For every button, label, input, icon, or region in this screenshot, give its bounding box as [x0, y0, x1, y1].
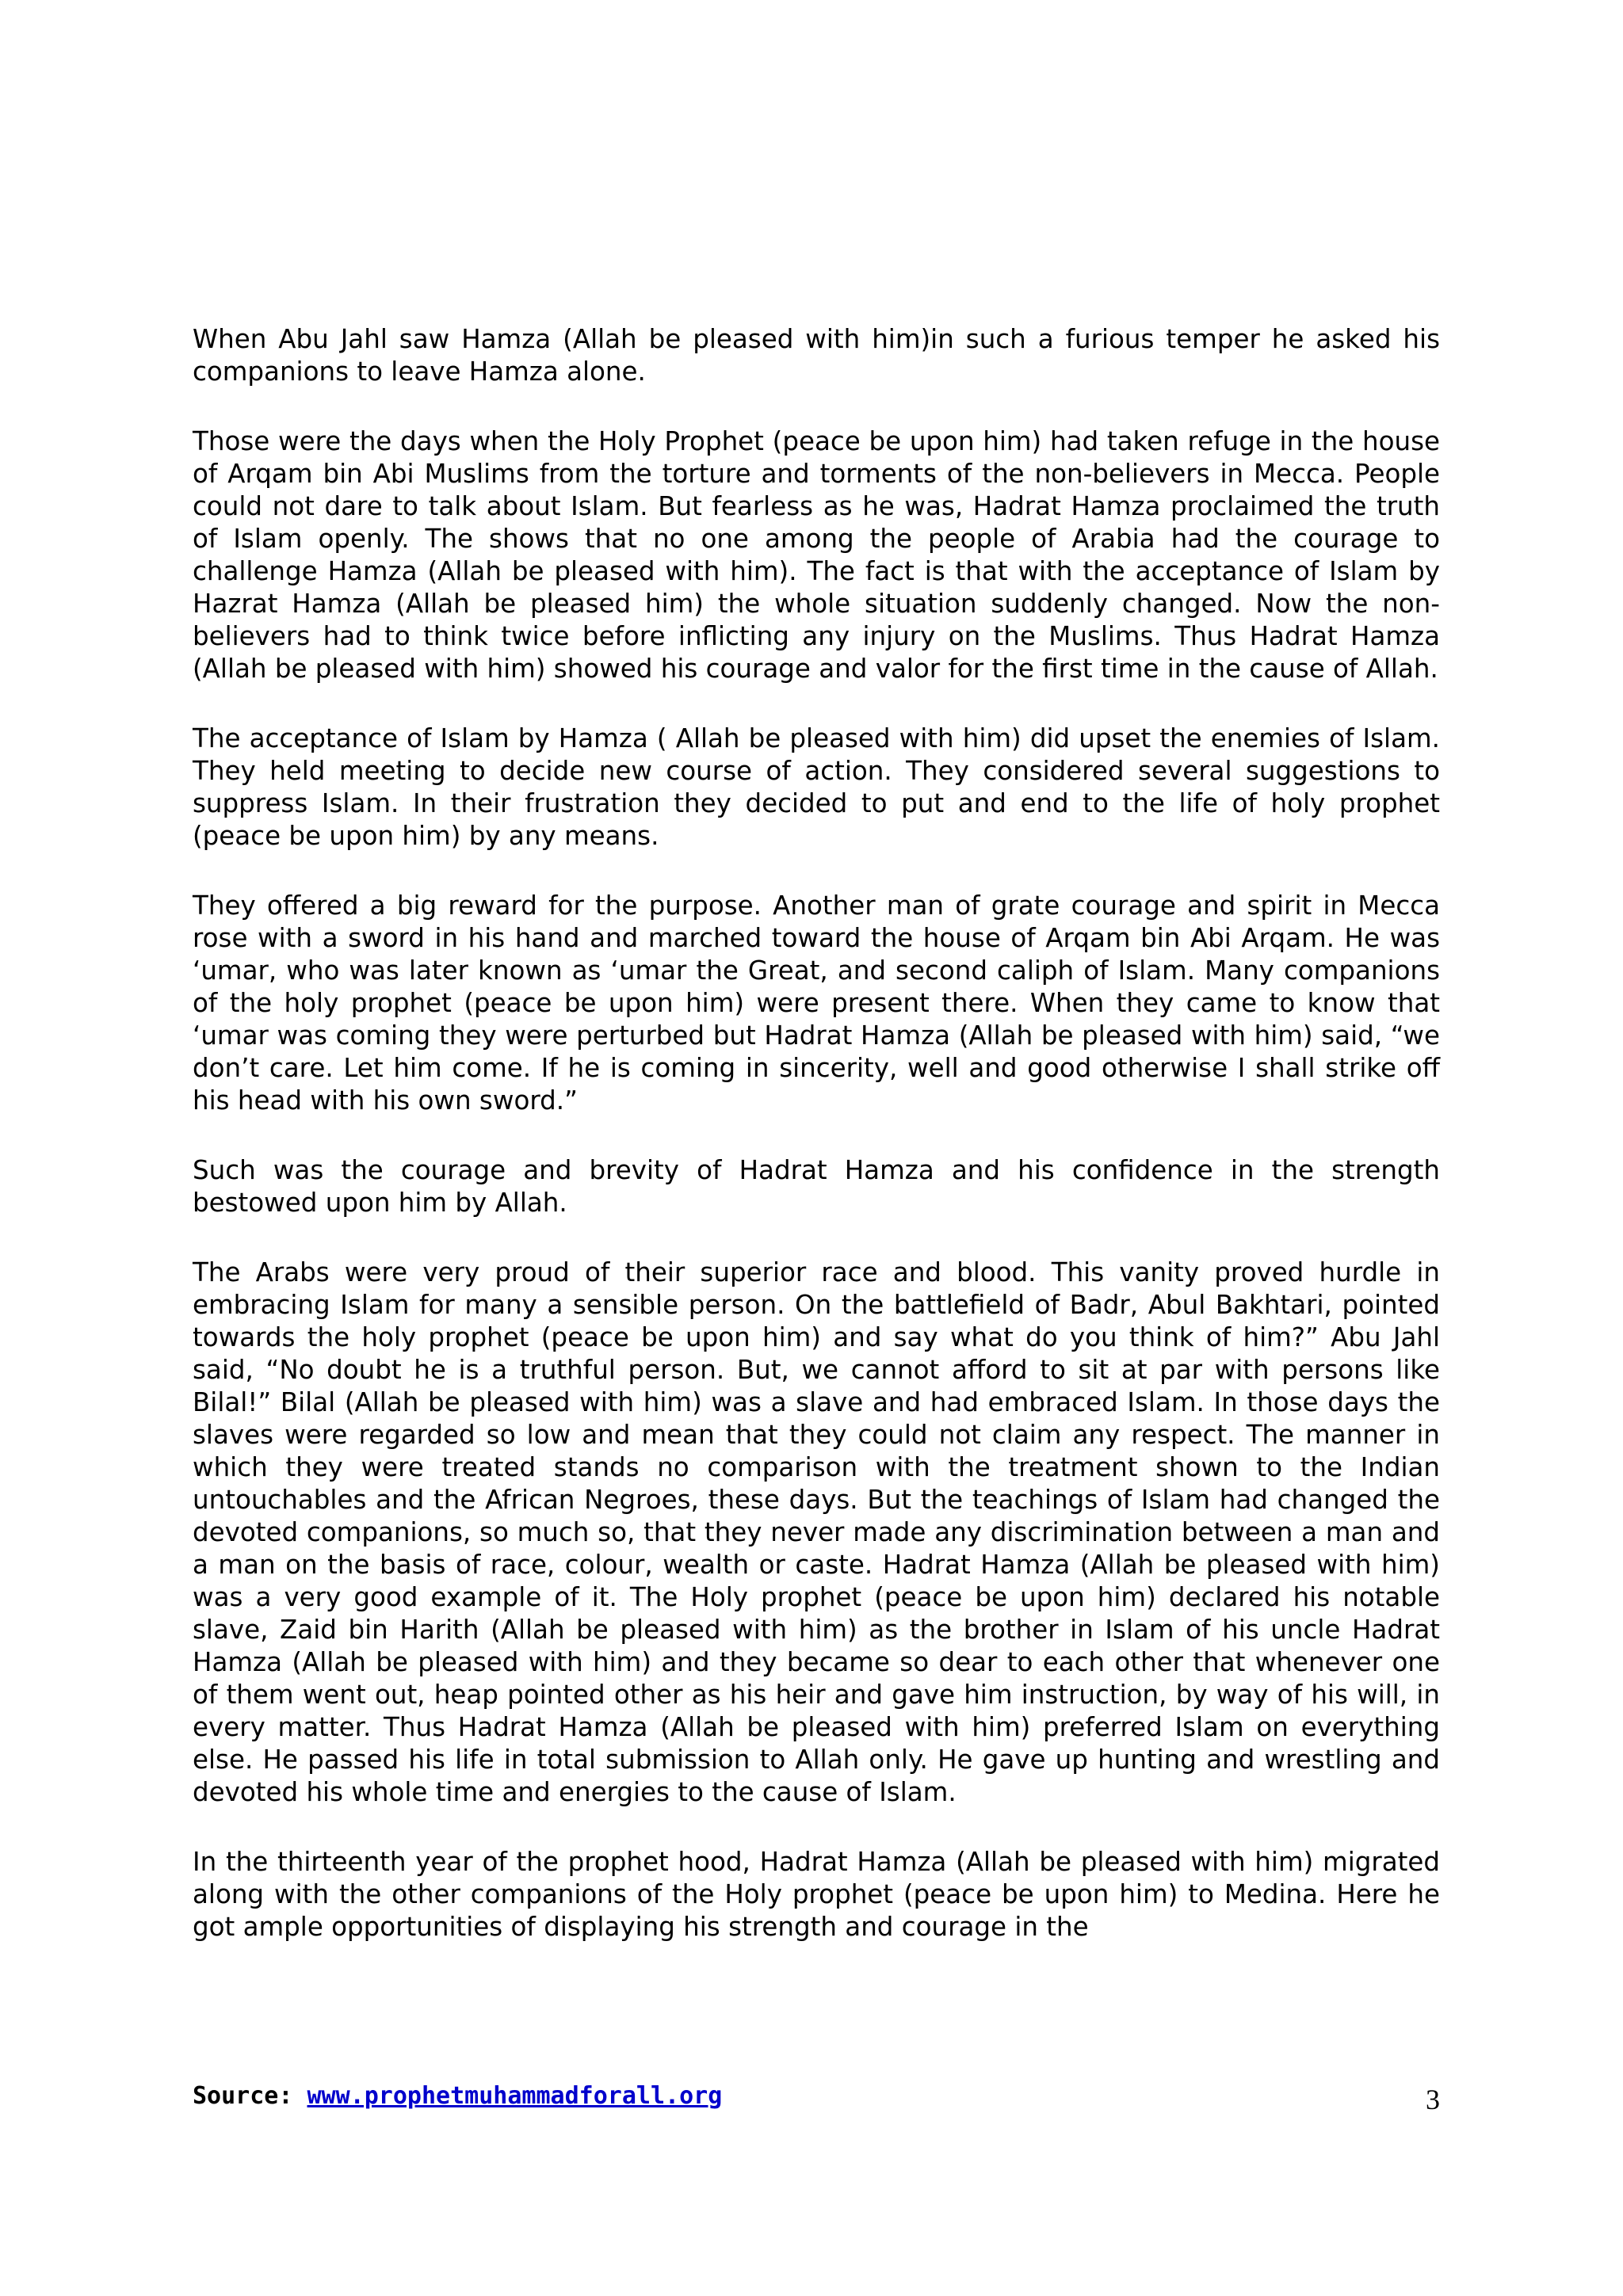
source-line	[193, 2082, 722, 2111]
page-number: 3	[1426, 2084, 1440, 2115]
document-body	[193, 323, 1440, 1981]
paragraph-1: When Abu Jahl saw Hamza (Allah be pleased with him)in such a furious temper he asked his companions to leave Hamza alone.	[193, 324, 1440, 387]
paragraph-3: The acceptance of Islam by Hamza ( Allah be pleased with him) did upset the enemies of Islam. They held meeting to decide new course of action. They considered several suggestions to suppress Islam. In their frustration they decided to put and end to the life of holy prophet (peace be upon him) by any means.	[193, 723, 1440, 851]
paragraph-2: Those were the days when the Holy Prophet (peace be upon him) had taken refuge in the house of Arqam bin Abi Muslims from the torture and torments of the non-believers in Mecca. People could not dare to talk about Islam. But fearless as he was, Hadrat Hamza proclaimed the truth of Islam openly. The shows that no one among the people of Arabia had the courage to challenge Hamza (Allah be pleased with him). The fact is that with the acceptance of Islam by Hazrat Hamza (Allah be pleased him) the whole situation suddenly changed. Now the non- believers had to think twice before inflicting any injury on the Muslims. Thus Hadrat Hamza (Allah be pleased with him) showed his courage and valor for the first time in the cause of Allah.	[193, 426, 1440, 684]
paragraph-5: Such was the courage and brevity of Hadrat Hamza and his confidence in the strength bestowed upon him by Allah.	[193, 1155, 1440, 1218]
paragraph-7: In the thirteenth year of the prophet hood, Hadrat Hamza (Allah be pleased with him) migrated along with the other companions of the Holy prophet (peace be upon him) to Medina. Here he got ample opportunities of displaying his strength and courage in the	[193, 1847, 1440, 1942]
source-link[interactable]: www.prophetmuhammadforall.org	[307, 2082, 723, 2110]
page-footer	[193, 2076, 1440, 2123]
paragraph-4: They offered a big reward for the purpose. Another man of grate courage and spirit in Mecca rose with a sword in his hand and marched toward the house of Arqam bin Abi Arqam. He was ‘umar, who was later known as ‘umar the Great, and second caliph of Islam. Many companions of the holy prophet (peace be upon him) were present there. When they came to know that ‘umar was coming they were perturbed but Hadrat Hamza (Allah be pleased with him) said, “we don’t care. Let him come. If he is coming in sincerity, well and good otherwise I shall strike off his head with his own sword.”	[193, 891, 1440, 1116]
paragraph-6: The Arabs were very proud of their superior race and blood. This vanity proved hurdle in embracing Islam for many a sensible person. On the battlefield of Badr, Abul Bakhtari, pointed towards the holy prophet (peace be upon him) and say what do you think of him?” Abu Jahl said, “No doubt he is a truthful person. But, we cannot afford to sit at par with persons like Bilal!” Bilal (Allah be pleased with him) was a slave and had embraced Islam. In those days the slaves were regarded so low and mean that they could not claim any respect. The manner in which they were treated stands no comparison with the treatment shown to the Indian untouchables and the African Negroes, these days. But the teachings of Islam had changed the devoted companions, so much so, that they never made any discrimination between a man and a man on the basis of race, colour, wealth or caste. Hadrat Hamza (Allah be pleased with him) was a very good example of it. The Holy prophet (peace be upon him) declared his notable slave, Zaid bin Harith (Allah be pleased with him) as the brother in Islam of his uncle Hadrat Hamza (Allah be pleased with him) and they became so dear to each other that whenever one of them went out, heap pointed other as his heir and gave him instruction, by way of his will, in every matter. Thus Hadrat Hamza (Allah be pleased with him) preferred Islam on everything else. He passed his life in total submission to Allah only. He gave up hunting and wrestling and devoted his whole time and energies to the cause of Islam.	[193, 1257, 1440, 1807]
source-label: Source:	[193, 2082, 293, 2110]
